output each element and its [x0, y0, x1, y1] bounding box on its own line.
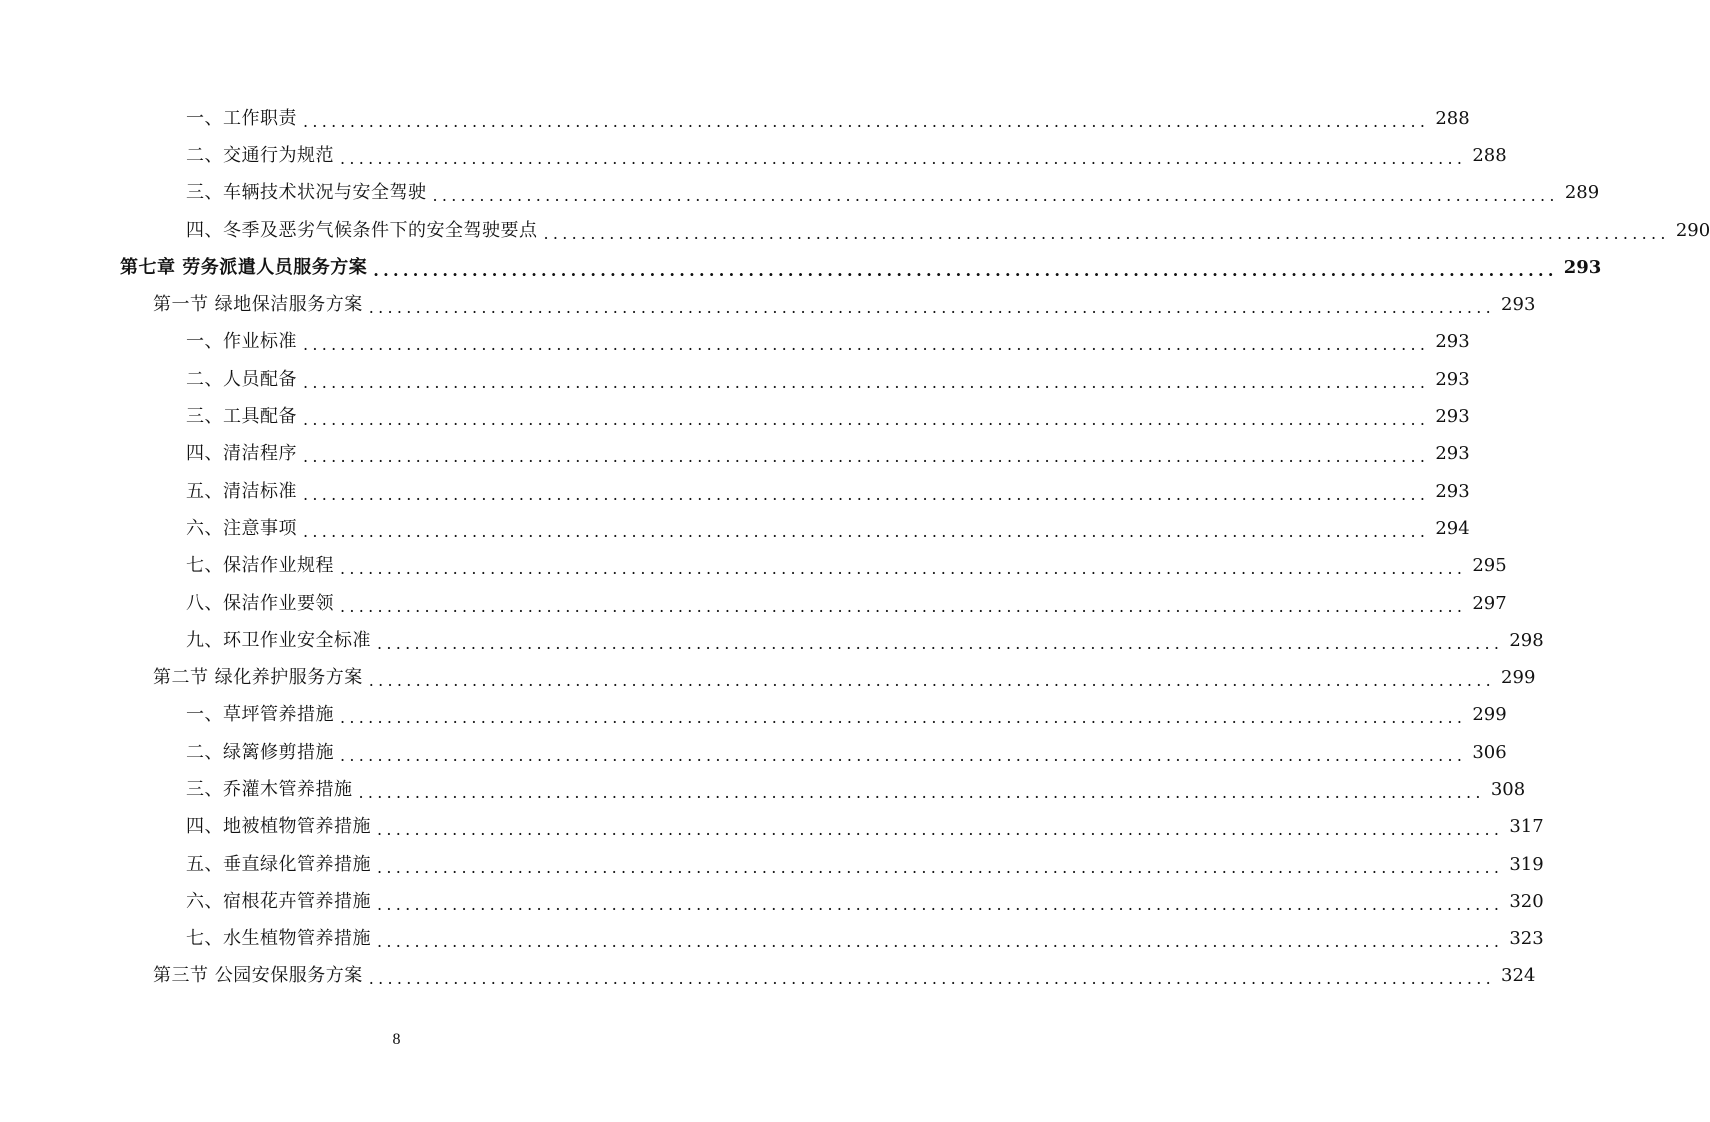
toc-leader-dots: ........................................................................................................................ — [368, 969, 1496, 989]
toc-leader-dots: ........................................................................................................................ — [358, 782, 1485, 802]
toc-entry[interactable] — [0, 771, 1526, 808]
toc-leader-dots: ........................................................................................................................ — [303, 335, 1430, 355]
toc-entry[interactable] — [0, 622, 1544, 659]
toc-section-entry[interactable] — [0, 286, 1536, 323]
toc-entry-title: 五、清洁标准 — [186, 480, 297, 502]
toc-leader-dots: ........................................................................................................................ — [377, 894, 1504, 914]
toc-entry-title: 八、保洁作业要领 — [186, 592, 334, 614]
toc-entry-title: 一、作业标准 — [186, 331, 297, 353]
toc-entry-page: 308 — [1490, 778, 1526, 800]
toc-entry-page: 320 — [1509, 890, 1544, 912]
toc-entry[interactable] — [0, 697, 1507, 734]
toc-entry-title: 第三节 公园安保服务方案 — [153, 965, 363, 987]
toc-entry-page: 293 — [1435, 331, 1470, 353]
toc-entry[interactable] — [0, 734, 1507, 771]
toc-leader-dots: ........................................................................................................................ — [303, 410, 1430, 430]
toc-leader-dots: ........................................................................................................................ — [340, 596, 1467, 616]
toc-leader-dots: ........................................................................................................................ — [377, 633, 1504, 653]
toc-entry-title: 第七章 劳务派遣人员服务方案 — [120, 256, 368, 278]
toc-entry[interactable] — [0, 921, 1544, 958]
toc-leader-dots: ........................................................................................................................ — [340, 559, 1467, 579]
toc-entry-title: 第一节 绿地保洁服务方案 — [153, 294, 363, 316]
toc-entry-page: 293 — [1435, 443, 1470, 465]
toc-entry-page: 293 — [1435, 406, 1470, 428]
toc-entry[interactable] — [0, 585, 1507, 622]
toc-entry-title: 四、地被植物管养措施 — [186, 816, 371, 838]
toc-entry[interactable] — [0, 846, 1544, 883]
toc-entry[interactable] — [0, 324, 1470, 361]
toc-entry-title: 三、乔灌木管养措施 — [186, 778, 353, 800]
toc-entry-title: 二、交通行为规范 — [186, 144, 334, 166]
toc-entry-title: 三、车辆技术状况与安全驾驶 — [186, 182, 427, 204]
toc-entry[interactable] — [0, 548, 1507, 585]
toc-entry-title: 三、工具配备 — [186, 406, 297, 428]
toc-entry-title: 二、绿篱修剪措施 — [186, 741, 334, 763]
toc-entry[interactable] — [0, 361, 1470, 398]
toc-entry[interactable] — [0, 436, 1470, 473]
toc-entry[interactable] — [0, 398, 1470, 435]
toc-entry[interactable] — [0, 809, 1544, 846]
toc-leader-dots: ........................................................................................................................ — [303, 111, 1430, 131]
toc-entry[interactable] — [0, 137, 1507, 174]
toc-leader-dots: ........................................................................................................................ — [432, 186, 1559, 206]
toc-entry-title: 一、工作职责 — [186, 107, 297, 129]
toc-leader-dots: ........................................................................................................................ — [368, 298, 1496, 318]
toc-entry-page: 293 — [1563, 256, 1602, 278]
toc-leader-dots: ........................................................................................................................ — [373, 260, 1558, 280]
toc-leader-dots: ........................................................................................................................ — [377, 932, 1504, 952]
toc-leader-dots: ........................................................................................................................ — [340, 148, 1467, 168]
toc-entry-page: 293 — [1435, 368, 1470, 390]
toc-entry-page: 293 — [1501, 294, 1536, 316]
toc-entry-title: 九、环卫作业安全标准 — [186, 629, 371, 651]
page-number: 8 — [392, 1031, 401, 1048]
toc-entry-page: 323 — [1509, 928, 1544, 950]
toc-entry-title: 五、垂直绿化管养措施 — [186, 853, 371, 875]
toc-leader-dots: ........................................................................................................................ — [340, 708, 1467, 728]
toc-entry-page: 319 — [1509, 853, 1544, 875]
toc-entry-title: 四、清洁程序 — [186, 443, 297, 465]
toc-entry[interactable] — [0, 175, 1600, 212]
toc-leader-dots: ........................................................................................................................ — [303, 372, 1430, 392]
toc-entry-page: 290 — [1675, 219, 1710, 241]
toc-entry[interactable] — [0, 883, 1544, 920]
toc-leader-dots: ........................................................................................................................ — [303, 484, 1430, 504]
toc-entry-title: 七、保洁作业规程 — [186, 555, 334, 577]
toc-entry[interactable] — [0, 473, 1470, 510]
toc-leader-dots: ........................................................................................................................ — [543, 223, 1670, 243]
toc-entry-page: 295 — [1472, 555, 1507, 577]
toc-chapter-entry[interactable] — [0, 249, 1602, 286]
toc-entry-page: 289 — [1564, 182, 1600, 204]
toc-leader-dots: ........................................................................................................................ — [340, 745, 1467, 765]
toc-entry-title: 七、水生植物管养措施 — [186, 928, 371, 950]
toc-leader-dots: ........................................................................................................................ — [368, 671, 1496, 691]
toc-leader-dots: ........................................................................................................................ — [377, 857, 1504, 877]
toc-entry-page: 299 — [1501, 667, 1536, 689]
toc-entry[interactable] — [0, 510, 1470, 547]
toc-entry-title: 四、冬季及恶劣气候条件下的安全驾驶要点 — [186, 219, 538, 241]
table-of-contents — [0, 100, 1710, 995]
toc-section-entry[interactable] — [0, 958, 1536, 995]
toc-entry-title: 六、宿根花卉管养措施 — [186, 890, 371, 912]
toc-section-entry[interactable] — [0, 659, 1536, 696]
toc-leader-dots: ........................................................................................................................ — [303, 521, 1430, 541]
toc-entry-page: 297 — [1472, 592, 1507, 614]
toc-entry-title: 二、人员配备 — [186, 368, 297, 390]
toc-leader-dots: ........................................................................................................................ — [303, 447, 1430, 467]
toc-entry-page: 306 — [1472, 741, 1507, 763]
toc-entry-page: 293 — [1435, 480, 1470, 502]
toc-entry-page: 294 — [1435, 517, 1470, 539]
toc-entry[interactable] — [0, 100, 1470, 137]
toc-entry-page: 324 — [1501, 965, 1536, 987]
toc-entry-page: 317 — [1509, 816, 1544, 838]
toc-leader-dots: ........................................................................................................................ — [377, 820, 1504, 840]
toc-entry-page: 298 — [1509, 629, 1544, 651]
toc-entry-page: 288 — [1472, 144, 1507, 166]
toc-entry-title: 一、草坪管养措施 — [186, 704, 334, 726]
toc-entry-title: 第二节 绿化养护服务方案 — [153, 667, 363, 689]
toc-entry-page: 299 — [1472, 704, 1507, 726]
toc-entry-page: 288 — [1435, 107, 1470, 129]
toc-entry-title: 六、注意事项 — [186, 517, 297, 539]
toc-entry[interactable] — [0, 212, 1710, 249]
